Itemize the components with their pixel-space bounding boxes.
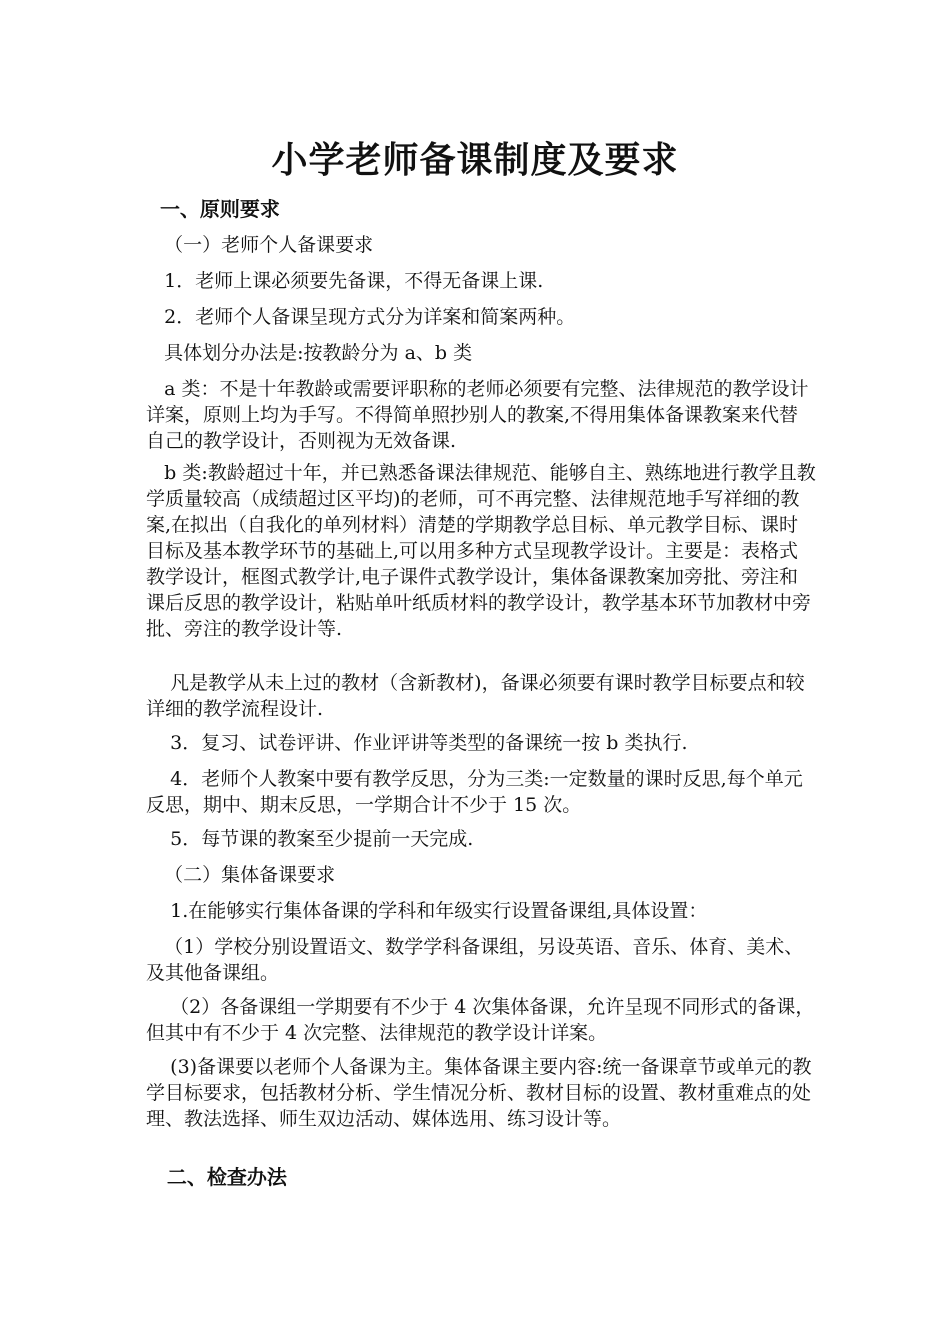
- paragraph-type-a: a 类：不是十年教龄或需要评职称的老师必须要有完整、法律规范的教学设计详案，原则上均为手写。不得简单照抄别人的教案,不得用集体备课教案来代替自己的教学设计，否则视为无效备课.: [146, 378, 809, 452]
- paragraph-new-material: 凡是教学从未上过的教材（含新教材)，备课必须要有课时教学目标要点和较详细的教学流程设计.: [146, 672, 805, 720]
- paragraph-classification: 具体划分办法是:按教龄分为 a、b 类: [146, 342, 473, 364]
- section-heading-principles: 一、原则要求: [146, 197, 280, 221]
- paragraph-type-b: b 类:教龄超过十年，并已熟悉备课法律规范、能够自主、熟练地进行教学且教学质量较高（成绩超过区平均)的老师，可不再完整、法律规范地手写祥细的教案,在拟出（自我化的单列材料）清楚的学期教学总目标、单元教学目标、课时目标及基本教学环节的基础上,可以用多种方式呈现教学设计。主要是：表格式教学设计，框图式教学计,电子课件式教学设计，集体备课教案加旁批、旁注和课后反思的教学设计，粘贴单叶纸质材料的教学设计，教学基本环节加教材中旁批、旁注的教学设计等.: [146, 462, 816, 640]
- paragraph-rule-4: 4．老师个人教案中要有教学反思，分为三类:一定数量的课时反思,每个单元反思，期中、期末反思，一学期合计不少于 15 次。: [146, 768, 803, 816]
- subsection-heading-individual: （一）老师个人备课要求: [146, 234, 374, 256]
- paragraph-collective-1-1: （1）学校分别设置语文、数学学科备课组，另设英语、音乐、体育、美术、及其他备课组。: [146, 936, 804, 984]
- document-title: 小学老师备课制度及要求: [271, 139, 679, 181]
- subsection-heading-collective: （二）集体备课要求: [146, 864, 336, 886]
- paragraph-rule-1: 1．老师上课必须要先备课，不得无备课上课.: [146, 270, 544, 292]
- paragraph-collective-1-2: （2）各备课组一学期要有不少于 4 次集体备课，允许呈现不同形式的备课，但其中有不少于 4 次完整、法律规范的教学设计详案。: [146, 996, 815, 1044]
- paragraph-rule-3: 3．复习、试卷评讲、作业评讲等类型的备课统一按 b 类执行.: [146, 732, 688, 754]
- paragraph-rule-2: 2．老师个人备课呈现方式分为详案和简案两种。: [146, 306, 576, 328]
- paragraph-collective-1-3: (3)备课要以老师个人备课为主。集体备课主要内容:统一备课章节或单元的教学目标要求，包括教材分析、学生情况分析、教材目标的设置、教材重难点的处理、教法选择、师生双边活动、媒体选用、练习设计等。: [146, 1056, 812, 1130]
- section-heading-inspection: 二、检查办法: [146, 1165, 287, 1189]
- paragraph-collective-1: 1.在能够实行集体备课的学科和年级实行设置备课组,具体设置：: [146, 900, 708, 922]
- paragraph-rule-5: 5．每节课的教案至少提前一天完成.: [146, 828, 474, 850]
